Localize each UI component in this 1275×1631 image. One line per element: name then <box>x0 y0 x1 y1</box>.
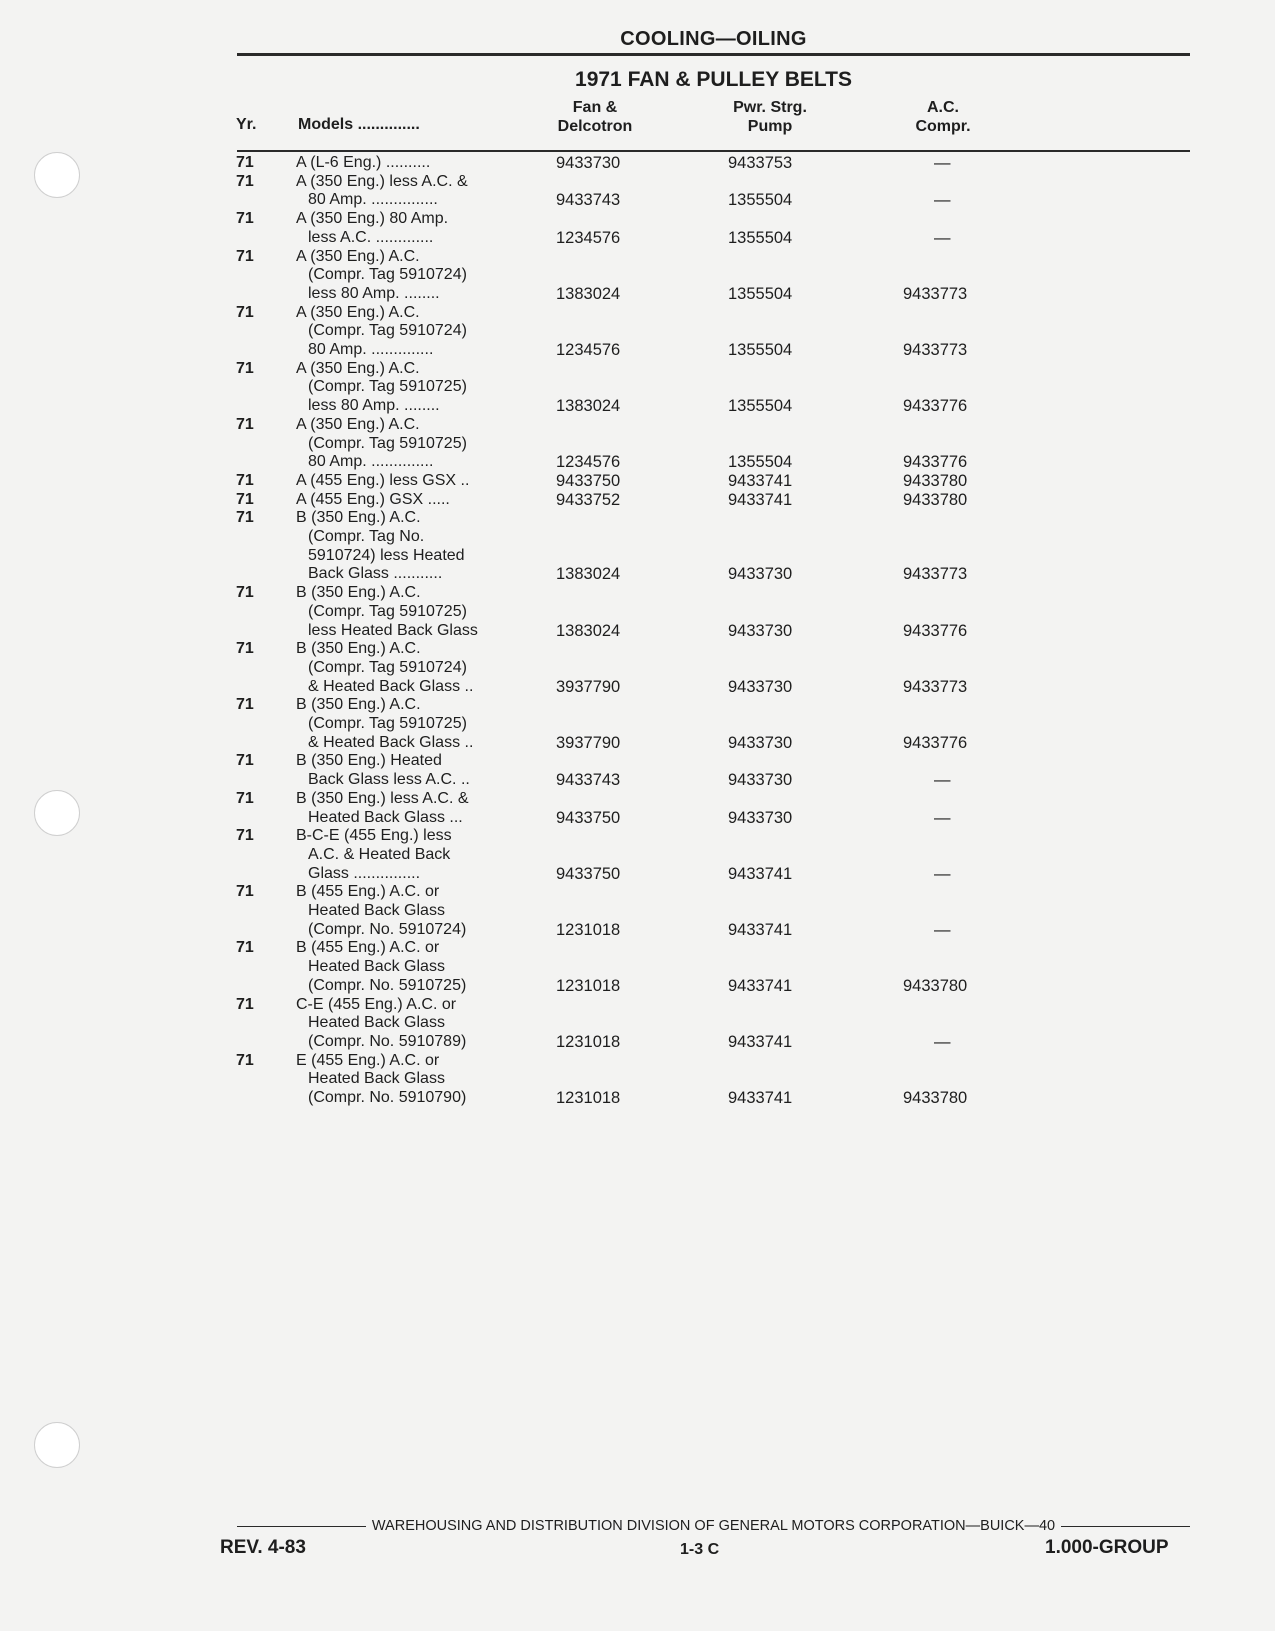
row-year: 71 <box>236 995 254 1013</box>
col-header-ac-compr: A.C. Compr. <box>915 99 971 135</box>
row-ac-compr: 9433776 <box>903 397 968 416</box>
row-pwr-strg-pump: 1355504 <box>728 453 793 472</box>
footer-division: WAREHOUSING AND DISTRIBUTION DIVISION OF GENERAL MOTORS CORPORATION—BUICK—40 <box>371 1518 1056 1534</box>
row-pwr-strg-pump: 9433730 <box>728 621 793 640</box>
row-model-line: (Compr. Tag 5910725) <box>308 602 467 620</box>
row-pwr-strg-pump: 9433741 <box>728 1032 793 1051</box>
row-year: 71 <box>236 752 254 770</box>
row-fan-delcotron: 1234576 <box>556 228 621 247</box>
row-model-line: less Heated Back Glass <box>308 621 478 639</box>
row-pwr-strg-pump: 9433730 <box>728 677 793 696</box>
row-fan-delcotron: 3937790 <box>556 733 621 752</box>
page-number: 1-3 C <box>680 1541 720 1558</box>
row-model-line: A (350 Eng.) A.C. <box>296 303 420 321</box>
header-rule <box>237 150 1190 152</box>
row-fan-delcotron: 9433730 <box>556 154 621 172</box>
row-model-line: (Compr. No. 5910724) <box>308 920 467 938</box>
row-fan-delcotron: 3937790 <box>556 677 621 696</box>
row-model-line: A (L-6 Eng.) .......... <box>296 154 431 171</box>
row-fan-delcotron: 1231018 <box>556 976 621 995</box>
row-ac-compr: 9433776 <box>903 621 968 640</box>
footer-line <box>237 1518 1190 1534</box>
row-model-line: B (350 Eng.) A.C. <box>296 509 421 527</box>
row-year: 71 <box>236 640 254 658</box>
row-year: 71 <box>236 172 254 190</box>
row-fan-delcotron: 1234576 <box>556 453 621 472</box>
row-ac-compr: — <box>934 864 951 883</box>
row-pwr-strg-pump: 9433730 <box>728 565 793 584</box>
row-pwr-strg-pump: 1355504 <box>728 341 793 359</box>
row-pwr-strg-pump: 1355504 <box>728 284 793 303</box>
row-model-line: B (455 Eng.) A.C. or <box>296 883 440 901</box>
row-ac-compr: — <box>934 154 951 172</box>
row-model-line: less 80 Amp. ........ <box>308 284 440 302</box>
row-year: 71 <box>236 247 254 265</box>
row-model-line: B (350 Eng.) Heated <box>296 752 442 770</box>
row-model-line: (Compr. Tag 5910725) <box>308 378 467 396</box>
row-year: 71 <box>236 415 254 433</box>
row-model-line: Heated Back Glass <box>308 1070 445 1088</box>
row-year: 71 <box>236 827 254 845</box>
col-header-fan-delcotron: Fan & Delcotron <box>557 99 633 135</box>
row-fan-delcotron: 1383024 <box>556 621 621 640</box>
row-model-line: Glass ............... <box>308 864 421 882</box>
row-model-line: (Compr. Tag 5910724) <box>308 266 467 284</box>
row-ac-compr: — <box>934 191 951 210</box>
revision-label: REV. 4-83 <box>220 1537 306 1558</box>
row-model-line: A (350 Eng.) A.C. <box>296 415 420 433</box>
row-year: 71 <box>236 883 254 901</box>
row-fan-delcotron: 1231018 <box>556 920 621 939</box>
row-year: 71 <box>236 359 254 377</box>
section-title: COOLING—OILING <box>620 28 807 50</box>
row-ac-compr: 9433773 <box>903 677 968 696</box>
row-model-line: (Compr. Tag 5910725) <box>308 715 467 732</box>
col-header-yr: Yr. <box>236 116 257 133</box>
row-year: 71 <box>236 154 254 171</box>
row-fan-delcotron: 1383024 <box>556 284 621 303</box>
row-model-line: (Compr. Tag 5910724) <box>308 322 467 340</box>
row-fan-delcotron: 1383024 <box>556 565 621 584</box>
row-model-line: & Heated Back Glass .. <box>308 733 474 751</box>
row-pwr-strg-pump: 9433741 <box>728 920 793 939</box>
row-ac-compr: 9433773 <box>903 341 968 359</box>
row-model-line: A (455 Eng.) less GSX .. <box>296 471 470 489</box>
row-ac-compr: 9433780 <box>903 471 968 490</box>
row-model-line: A (350 Eng.) A.C. <box>296 247 420 265</box>
row-model-line: B (350 Eng.) A.C. <box>296 696 421 714</box>
row-model-line: A (350 Eng.) 80 Amp. <box>296 210 449 228</box>
row-year: 71 <box>236 584 254 602</box>
row-fan-delcotron: 1383024 <box>556 397 621 416</box>
row-model-line: Heated Back Glass <box>308 902 445 919</box>
row-model-line: A.C. & Heated Back <box>308 845 451 863</box>
row-pwr-strg-pump: 9433741 <box>728 1089 793 1107</box>
binder-hole <box>34 152 80 198</box>
row-model-line: less A.C. ............. <box>308 228 434 246</box>
row-model-line: Heated Back Glass <box>308 958 445 976</box>
row-model-line: (Compr. No. 5910789) <box>308 1032 467 1050</box>
row-model-line: 80 Amp. .............. <box>308 341 434 358</box>
row-year: 71 <box>236 490 254 508</box>
row-model-line: Heated Back Glass <box>308 1014 445 1032</box>
row-pwr-strg-pump: 9433741 <box>728 471 793 490</box>
row-fan-delcotron: 9433750 <box>556 808 621 827</box>
row-ac-compr: 9433780 <box>903 976 968 995</box>
row-model-line: B-C-E (455 Eng.) less <box>296 827 452 845</box>
row-model-line: C-E (455 Eng.) A.C. or <box>296 995 457 1013</box>
row-pwr-strg-pump: 9433741 <box>728 490 793 509</box>
row-year: 71 <box>236 789 254 807</box>
row-pwr-strg-pump: 9433730 <box>728 771 793 790</box>
row-ac-compr: 9433773 <box>903 284 968 303</box>
row-year: 71 <box>236 303 254 321</box>
row-model-line: 80 Amp. .............. <box>308 453 434 471</box>
row-year: 71 <box>236 939 254 957</box>
row-ac-compr: — <box>934 771 951 790</box>
row-ac-compr: — <box>934 808 951 827</box>
row-model-line: Back Glass less A.C. .. <box>308 771 470 789</box>
row-ac-compr: — <box>934 228 951 247</box>
row-model-line: B (350 Eng.) A.C. <box>296 584 421 602</box>
top-rule <box>237 53 1190 56</box>
row-model-line: (Compr. Tag 5910725) <box>308 434 467 452</box>
row-model-line: 5910724) less Heated <box>308 546 465 564</box>
row-fan-delcotron: 9433743 <box>556 191 621 210</box>
row-model-line: (Compr. Tag No. <box>308 528 425 545</box>
row-pwr-strg-pump: 9433741 <box>728 976 793 995</box>
row-ac-compr: — <box>934 1032 951 1051</box>
col-header-pwr-strg-pump: Pwr. Strg. Pump <box>733 99 807 135</box>
row-ac-compr: 9433780 <box>903 1089 968 1107</box>
row-fan-delcotron: 9433750 <box>556 864 621 883</box>
row-ac-compr: 9433773 <box>903 565 968 584</box>
row-model-line: less 80 Amp. ........ <box>308 397 440 415</box>
row-pwr-strg-pump: 1355504 <box>728 397 793 416</box>
row-pwr-strg-pump: 9433741 <box>728 864 793 883</box>
row-fan-delcotron: 1231018 <box>556 1032 621 1051</box>
row-pwr-strg-pump: 9433730 <box>728 808 793 827</box>
row-model-line: B (350 Eng.) A.C. <box>296 640 421 658</box>
row-fan-delcotron: 1231018 <box>556 1089 621 1107</box>
row-ac-compr: — <box>934 920 951 939</box>
row-year: 71 <box>236 471 254 489</box>
row-model-line: B (350 Eng.) less A.C. & <box>296 789 469 807</box>
row-model-line: A (350 Eng.) less A.C. & <box>296 172 468 190</box>
binder-hole <box>34 1422 80 1468</box>
row-year: 71 <box>236 696 254 714</box>
row-fan-delcotron: 9433743 <box>556 771 621 790</box>
row-year: 71 <box>236 1051 254 1069</box>
row-model-line: & Heated Back Glass .. <box>308 677 474 695</box>
row-model-line: (Compr. No. 5910790) <box>308 1089 467 1106</box>
table-title: 1971 FAN & PULLEY BELTS <box>575 68 852 91</box>
row-year: 71 <box>236 509 254 527</box>
row-model-line: 80 Amp. ............... <box>308 191 438 209</box>
row-model-line: B (455 Eng.) A.C. or <box>296 939 440 957</box>
binder-hole <box>34 790 80 836</box>
row-model-line: A (455 Eng.) GSX ..... <box>296 490 450 508</box>
row-model-line: Heated Back Glass ... <box>308 808 463 826</box>
row-model-line: (Compr. No. 5910725) <box>308 976 467 994</box>
row-pwr-strg-pump: 1355504 <box>728 191 793 210</box>
row-pwr-strg-pump: 1355504 <box>728 228 793 247</box>
group-label: 1.000-GROUP <box>1045 1537 1169 1558</box>
row-model-line: E (455 Eng.) A.C. or <box>296 1051 440 1069</box>
row-fan-delcotron: 9433752 <box>556 490 621 509</box>
row-ac-compr: 9433780 <box>903 490 968 509</box>
row-fan-delcotron: 1234576 <box>556 341 621 359</box>
row-pwr-strg-pump: 9433753 <box>728 154 793 172</box>
row-fan-delcotron: 9433750 <box>556 471 621 490</box>
row-ac-compr: 9433776 <box>903 733 968 752</box>
row-model-line: Back Glass ........... <box>308 565 443 583</box>
row-model-line: (Compr. Tag 5910724) <box>308 658 467 676</box>
row-pwr-strg-pump: 9433730 <box>728 733 793 752</box>
col-header-models: Models .............. <box>298 116 420 133</box>
row-year: 71 <box>236 210 254 228</box>
row-model-line: A (350 Eng.) A.C. <box>296 359 420 377</box>
row-ac-compr: 9433776 <box>903 453 968 472</box>
